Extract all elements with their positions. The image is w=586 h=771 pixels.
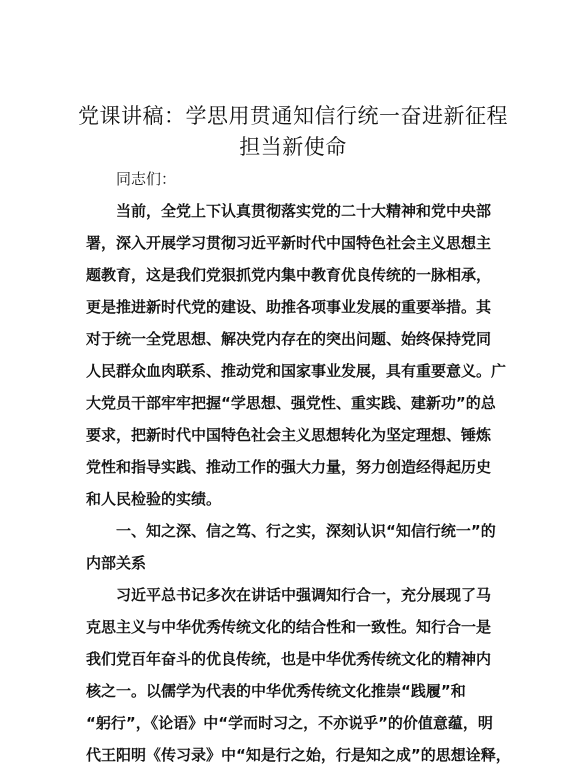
paragraph-1-line-1: 当前，全党上下认真贯彻落实党的二十大精神和党中央部: [116, 202, 492, 220]
section-heading-line-1: 一、知之深、信之笃、行之实，深刻认识“知信行统一”的: [116, 522, 496, 540]
paragraph-2-line-3: 我们党百年奋斗的优良传统，也是中华优秀传统文化的精神内: [86, 650, 492, 668]
paragraph-1-line-5: 对于统一全党思想、解决党内存在的突出问题、始终保持党同: [86, 330, 492, 348]
paragraph-1-line-8: 要求，把新时代中国特色社会主义思想转化为坚定理想、锤炼: [86, 426, 492, 444]
greeting: 同志们：: [116, 170, 177, 188]
section-heading-line-2: 内部关系: [86, 554, 147, 572]
paragraph-1-line-9: 党性和指导实践、推动工作的强大力量，努力创造经得起历史: [86, 458, 492, 476]
paragraph-2-line-6: 代王阳明《传习录》中“知是行之始，行是知之成”的思想诠释，: [86, 746, 511, 764]
paragraph-2-line-2: 克思主义与中华优秀传统文化的结合性和一致性。知行合一是: [86, 618, 492, 636]
document-title-line-2: 担当新使命: [239, 135, 347, 159]
paragraph-2-line-1: 习近平总书记多次在讲话中强调知行合一，充分展现了马: [116, 586, 492, 604]
paragraph-1-line-2: 署，深入开展学习贯彻习近平新时代中国特色社会主义思想主: [86, 234, 492, 252]
paragraph-1-line-3: 题教育，这是我们党狠抓党内集中教育优良传统的一脉相承，: [86, 266, 492, 284]
paragraph-1-line-6: 人民群众血肉联系、推动党和国家事业发展，具有重要意义。广: [86, 362, 507, 380]
paragraph-1-line-4: 更是推进新时代党的建设、助推各项事业发展的重要举措。其: [86, 298, 492, 316]
paragraph-2-line-4: 核之一。以儒学为代表的中华优秀传统文化推崇“践履”和: [86, 682, 466, 700]
paragraph-2-line-5: “躬行”，《论语》中“学而时习之，不亦说乎”的价值意蕴，明: [86, 714, 493, 732]
paragraph-1-line-7: 大党员干部牢牢把握“学思想、强党性、重实践、建新功”的总: [86, 394, 496, 412]
document-title-line-1: 党课讲稿：学思用贯通知信行统一奋进新征程: [78, 104, 508, 128]
paragraph-1-line-10: 和人民检验的实绩。: [86, 490, 222, 508]
